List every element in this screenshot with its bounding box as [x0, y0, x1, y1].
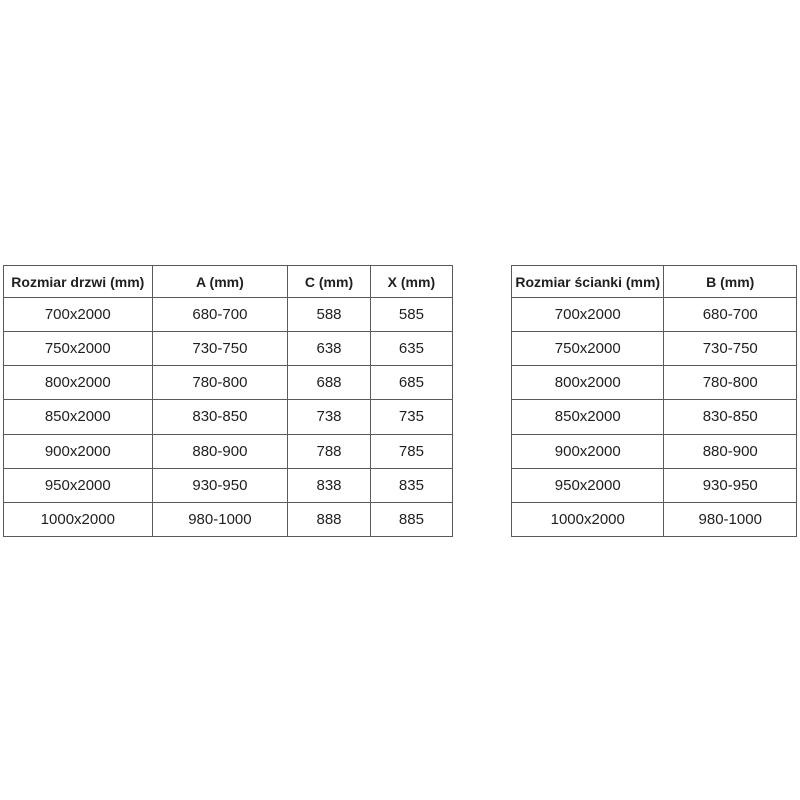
table-cell: 685: [370, 366, 452, 400]
table-cell: 638: [288, 332, 371, 366]
table-cell: 780-800: [152, 366, 288, 400]
table-cell: 980-1000: [664, 502, 797, 536]
wall-size-table: [511, 265, 797, 537]
table-cell: 680-700: [152, 298, 288, 332]
table-cell: 700x2000: [512, 298, 664, 332]
table-row: [512, 332, 797, 366]
table-row: [4, 400, 453, 434]
table-cell: 635: [370, 332, 452, 366]
header-row: [4, 266, 453, 298]
table-row: [512, 502, 797, 536]
table-cell: 750x2000: [512, 332, 664, 366]
table-cell: 850x2000: [512, 400, 664, 434]
table-cell: 1000x2000: [512, 502, 664, 536]
table-row: [512, 298, 797, 332]
column-header: X (mm): [370, 266, 452, 298]
table-cell: 950x2000: [512, 468, 664, 502]
table-row: [4, 332, 453, 366]
header-row: [512, 266, 797, 298]
table-cell: 680-700: [664, 298, 797, 332]
table-cell: 888: [288, 502, 371, 536]
table-row: [512, 366, 797, 400]
table-cell: 880-900: [664, 434, 797, 468]
table-cell: 900x2000: [4, 434, 153, 468]
table-cell: 785: [370, 434, 452, 468]
table-cell: 980-1000: [152, 502, 288, 536]
table-row: [512, 434, 797, 468]
table-cell: 830-850: [152, 400, 288, 434]
table-cell: 700x2000: [4, 298, 153, 332]
table-cell: 850x2000: [4, 400, 153, 434]
table-cell: 880-900: [152, 434, 288, 468]
table-cell: 730-750: [664, 332, 797, 366]
table-cell: 800x2000: [512, 366, 664, 400]
column-header: C (mm): [288, 266, 371, 298]
table-row: [4, 366, 453, 400]
table-cell: 1000x2000: [4, 502, 153, 536]
table-row: [512, 468, 797, 502]
column-header: Rozmiar ścianki (mm): [512, 266, 664, 298]
table-cell: 780-800: [664, 366, 797, 400]
table-cell: 788: [288, 434, 371, 468]
table-row: [512, 400, 797, 434]
table-cell: 930-950: [152, 468, 288, 502]
table-cell: 830-850: [664, 400, 797, 434]
table-cell: 750x2000: [4, 332, 153, 366]
table-row: [4, 502, 453, 536]
table-cell: 930-950: [664, 468, 797, 502]
table-cell: 800x2000: [4, 366, 153, 400]
table-cell: 838: [288, 468, 371, 502]
table-cell: 900x2000: [512, 434, 664, 468]
table-cell: 950x2000: [4, 468, 153, 502]
column-header: Rozmiar drzwi (mm): [4, 266, 153, 298]
table-row: [4, 434, 453, 468]
table-cell: 885: [370, 502, 452, 536]
table-row: [4, 468, 453, 502]
table-cell: 738: [288, 400, 371, 434]
table-cell: 735: [370, 400, 452, 434]
table-cell: 835: [370, 468, 452, 502]
column-header: B (mm): [664, 266, 797, 298]
table-row: [4, 298, 453, 332]
table-cell: 588: [288, 298, 371, 332]
table-cell: 688: [288, 366, 371, 400]
column-header: A (mm): [152, 266, 288, 298]
door-size-table: [3, 265, 453, 537]
table-cell: 585: [370, 298, 452, 332]
table-cell: 730-750: [152, 332, 288, 366]
